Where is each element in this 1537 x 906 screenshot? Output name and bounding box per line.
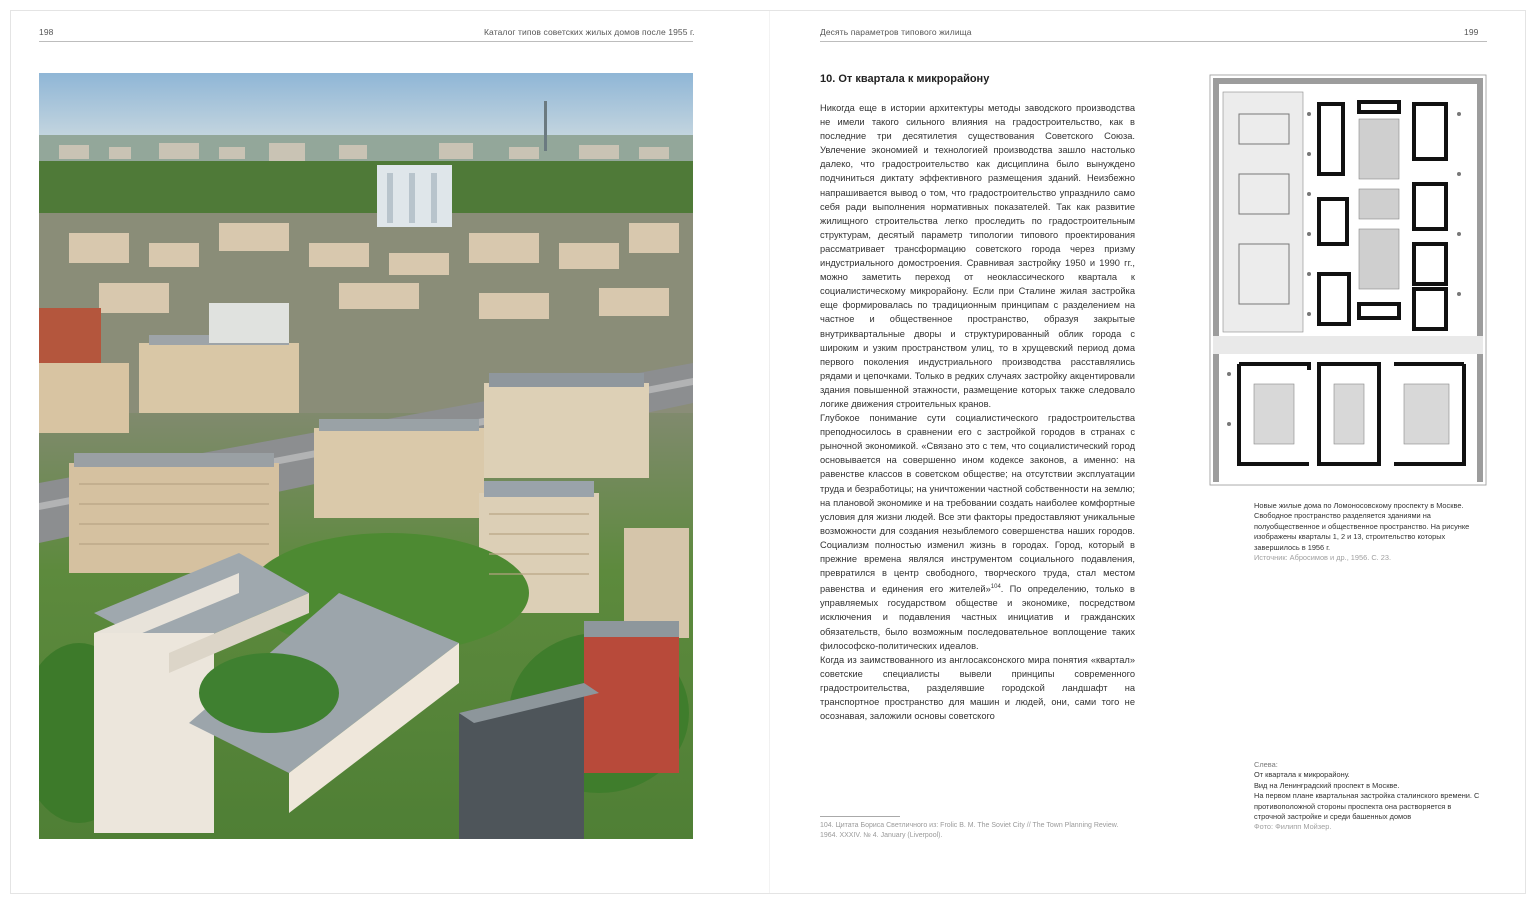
photo-caption-line: От квартала к микрорайону. [1254,770,1350,780]
left-page-number: 198 [39,27,54,37]
body-text [820,101,1135,723]
chapter-title: 10. От квартала к микрорайону [820,73,990,85]
body-paragraph: Никогда еще в истории архитектуры методы заводского производства не имели такого сильного влияния на градостроительство, как в последние три десятилетия существования Советского Союза. Увлечение экономией и технологией производства зашло настолько далеко, что градостроительство как дисциплина было вынуждено подчиниться диктату эффективного размещения зданий. Неизбежно напрашивается вывод о том, что градостроительство упразднило само себя ради выполнения нормативных показателей. Так как развитие жилищного строительства легко проследить по градостроительным структурам, десятый параметр типологии типового проектирования рассматривает трансформацию советского города через призму индустриального домостроения. Сравнивая застройку 1950 и 1990 гг., можно заметить переход от неоклассического квартала к социалистическому микрорайону. Если при Сталине жилая застройка еще формировалась по традиционным принципам с разделением на частное и общественное пространство, образуя закрытые внутриквартальные дворы и структурированный облик города с широким и узким пространством улиц, то в хрущевский период дома первого поколения индустриального производства расставлялись рядами и цепочками. Только в редких случаях застройку акцентировали здания повышенной этажности, размещение которых также следовало логике движения строительных кранов. [820,103,1135,409]
photo-caption [1254,760,1484,833]
photo-caption-label: Слева: [1254,760,1278,769]
body-paragraph: Когда из заимствованного из англосаксонского мира понятия «квартал» советские специалисты вывели принципы современного градостроительства, разделявшие городской ландшафт на транспортное пространство для машин и людей, они, сами того не осознавая, заложили основы советского [820,654,1135,722]
right-running-head: Десять параметров типового жилища [820,27,972,37]
footnote: 104. Цитата Бориса Светличного из: Frolic B. M. The Soviet City // The Town Planning Review. 1964. XXXIV. № 4. January (Liverpool). [820,822,1119,839]
footnote-marker: 104 [990,584,1001,591]
book-gutter [769,11,770,893]
right-page-number: 199 [1464,27,1479,37]
photo-credit: Фото: Филипп Мойзер. [1254,822,1332,832]
aerial-city-photo [39,73,693,839]
body-paragraph [820,411,1135,653]
site-plan-drawing [1209,74,1487,486]
left-header-rule [39,41,693,42]
footnote-rule [820,816,900,817]
body-paragraph-text: Глубокое понимание сути социалистического градостроительства преподносилось в сравнении его с застройкой городов в странах с рыночной экономикой. «Связано это с тем, что социалистический город основывается на совершенно ином кодексе законов, а именно: на равенстве классов в советском обществе; на отсутствии эксплуатации труда и безработицы; на уничтожении частной собственности на землю; на плановой экономике и на требовании создать наиболее комфортные условия для жизни людей. Все эти факторы предоставляют уникальные возможности для создания незыблемого совершенства наших городов. Социализм полностью изменил жизнь в городах. Город, который в прежние времена являлся инструментом социального подавления, превратился в центр свободного, творческого труда, стал местом равенства и единения его жителей» [820,413,1135,595]
left-running-head: Каталог типов советских жилых домов после 1955 г. [484,27,695,37]
body-paragraph-text: . По определению, только в управляемых государством обществе и экономике, посредством исключения и подавления частных инициатив и гражданских обязательств, было возможным последовательное воплощение таких философско-политических идеалов. [820,584,1135,651]
plan-caption [1254,501,1484,563]
photo-caption-line: Вид на Ленинградский проспект в Москве. [1254,780,1400,790]
plan-caption-text: Новые жилые дома по Ломоносовскому проспекту в Москве. Свободное пространство разделяется зданиями на полуобщественное и общественное пространство. На рисунке изображены кварталы 1, 2 и 13, строительство которых завершилось в 1956 г. [1254,501,1470,552]
photo-caption-text: На первом плане квартальная застройка сталинского времени. С противоположной стороны проспекта она растворяется в строчной застройке и среди башенных домов [1254,791,1480,822]
right-header-rule [820,41,1487,42]
plan-caption-source: Источник: Абросимов и др., 1956. С. 23. [1254,553,1392,563]
